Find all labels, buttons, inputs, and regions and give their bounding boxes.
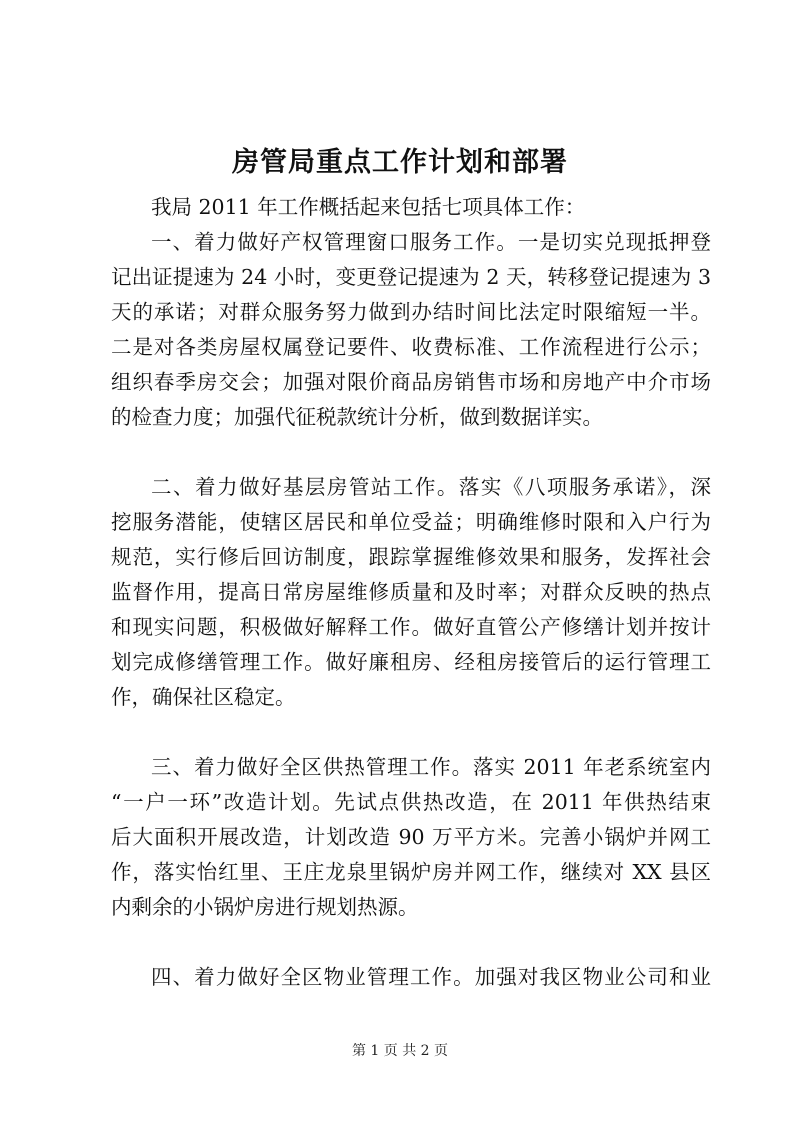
page-number-footer: 第 1 页 共 2 页 xyxy=(351,1043,449,1059)
paragraph-line: 规范，实行修后回访制度，跟踪掌握维修效果和服务，发挥社会 xyxy=(111,545,711,569)
paragraph-line: 的检查力度；加强代征税款统计分析，做到数据详实。 xyxy=(111,405,603,429)
document-title: 房管局重点工作计划和部署 xyxy=(232,147,568,178)
paragraph-line: 内剩余的小锅炉房进行规划热源。 xyxy=(111,895,419,919)
paragraph-line: 我局 2011 年工作概括起来包括七项具体工作： xyxy=(151,195,586,219)
paragraph-line: 三、着力做好全区供热管理工作。落实 2011 年老系统室内 xyxy=(151,755,711,779)
paragraph-line: 挖服务潜能，使辖区居民和单位受益；明确维修时限和入户行为 xyxy=(111,510,711,534)
paragraph-line: 作，落实怡红里、王庄龙泉里锅炉房并网工作，继续对 XX 县区 xyxy=(111,860,711,884)
paragraph-line: 天的承诺；对群众服务努力做到办结时间比法定时限缩短一半。 xyxy=(111,300,711,324)
paragraph-line: 四、着力做好全区物业管理工作。加强对我区物业公司和业 xyxy=(151,965,711,989)
paragraph-line: 作，确保社区稳定。 xyxy=(111,685,296,709)
paragraph-line: 二是对各类房屋权属登记要件、收费标准、工作流程进行公示； xyxy=(111,335,711,359)
paragraph-line: 和现实问题，积极做好解释工作。做好直管公产修缮计划并按计 xyxy=(111,615,711,639)
paragraph-line: 二、着力做好基层房管站工作。落实《八项服务承诺》，深 xyxy=(151,475,711,499)
paragraph-line: “一户一环”改造计划。先试点供热改造，在 2011 年供热结束 xyxy=(111,790,711,814)
paragraph-line: 一、着力做好产权管理窗口服务工作。一是切实兑现抵押登 xyxy=(151,230,711,254)
paragraph-line: 后大面积开展改造，计划改造 90 万平方米。完善小锅炉并网工 xyxy=(111,825,711,849)
paragraph-line: 划完成修缮管理工作。做好廉租房、经租房接管后的运行管理工 xyxy=(111,650,711,674)
paragraph-line: 记出证提速为 24 小时，变更登记提速为 2 天，转移登记提速为 3 xyxy=(111,265,711,289)
paragraph-line: 监督作用，提高日常房屋维修质量和及时率；对群众反映的热点 xyxy=(111,580,711,604)
paragraph-line: 组织春季房交会；加强对限价商品房销售市场和房地产中介市场 xyxy=(111,370,711,394)
